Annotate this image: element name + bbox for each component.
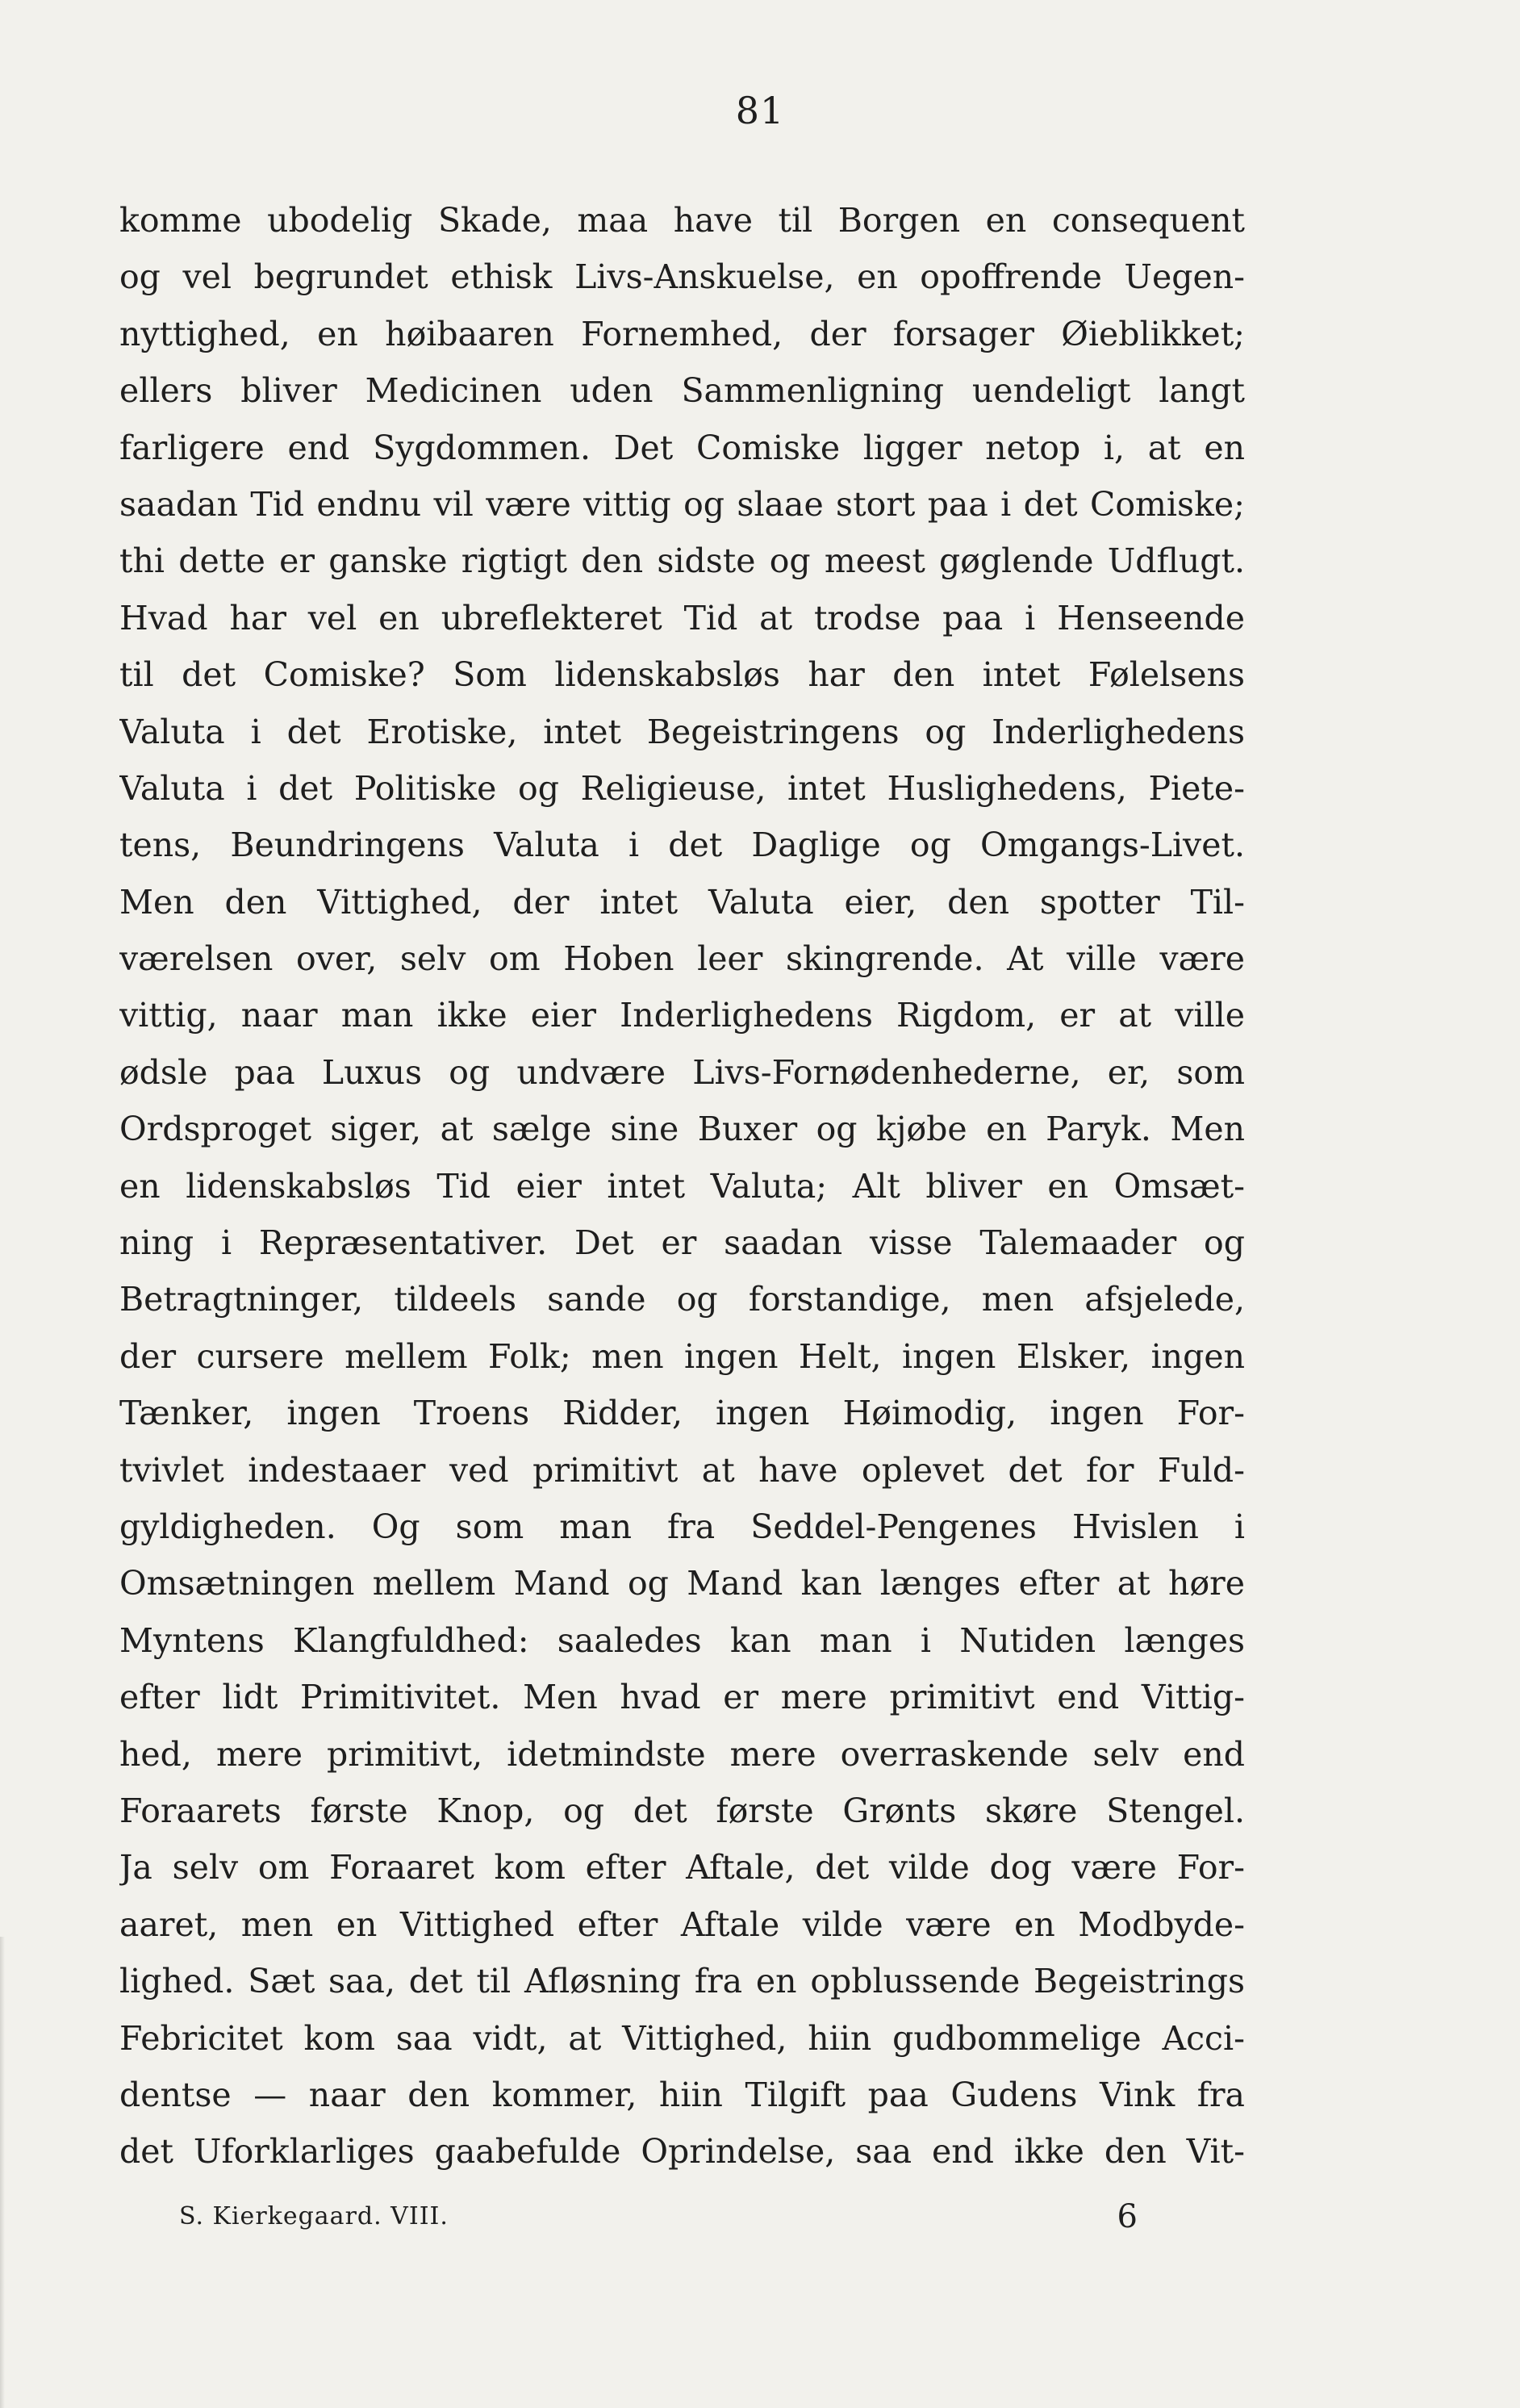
text-line: Valuta i det Politiske og Religieuse, intet Huslighedens, Piete- (119, 768, 1245, 808)
text-line: nyttighed, en høibaaren Fornemhed, der forsager Øieblikket; (119, 314, 1245, 353)
text-line: Febricitet kom saa vidt, at Vittighed, hiin gudbommelige Acci- (119, 2018, 1245, 2058)
text-line: Hvad har vel en ubreflekteret Tid at trodse paa i Henseende (119, 598, 1245, 638)
text-line: aaret, men en Vittighed efter Aftale vilde være en Modbyde- (119, 1904, 1245, 1944)
sheet-number: 6 (1117, 2198, 1138, 2235)
text-line: der cursere mellem Folk; men ingen Helt, ingen Elsker, ingen (119, 1336, 1245, 1376)
text-line: værelsen over, selv om Hoben leer skingrende. At ville være (119, 939, 1245, 979)
text-line: ellers bliver Medicinen uden Sammenligning uendeligt langt (119, 371, 1245, 411)
text-line: gyldigheden. Og som man fra Seddel-Pengenes Hvislen i (119, 1507, 1245, 1546)
text-line: Myntens Klangfuldhed: saaledes kan man i Nutiden længes (119, 1620, 1245, 1660)
text-line: Betragtninger, tildeels sande og forstandige, men afsjelede, (119, 1280, 1245, 1319)
text-line: tvivlet indestaaer ved primitivt at have oplevet det for Fuld- (119, 1450, 1245, 1490)
text-line: og vel begrundet ethisk Livs-Anskuelse, en opoffrende Uegen- (119, 257, 1245, 297)
text-line: Ordsproget siger, at sælge sine Buxer og kjøbe en Paryk. Men (119, 1110, 1245, 1149)
text-line: Valuta i det Erotiske, intet Begeistringens og Inderlighedens (119, 712, 1245, 751)
page-number: 81 (735, 89, 785, 132)
page-edge-shadow (0, 1937, 5, 2408)
text-line: Omsætningen mellem Mand og Mand kan længes efter at høre (119, 1564, 1245, 1603)
text-line: det Uforklarliges gaabefulde Oprindelse, saa end ikke den Vit- (119, 2132, 1245, 2172)
text-line: Ja selv om Foraaret kom efter Aftale, det vilde dog være For- (119, 1848, 1245, 1888)
text-line: Men den Vittighed, der intet Valuta eier, den spotter Til- (119, 882, 1245, 922)
text-line: til det Comiske? Som lidenskabsløs har den intet Følelsens (119, 655, 1245, 695)
body-text (119, 192, 1245, 2180)
text-line: hed, mere primitivt, idetmindste mere overraskende selv end (119, 1734, 1245, 1774)
text-line: thi dette er ganske rigtigt den sidste og meest gøglende Udflugt. (119, 541, 1245, 581)
text-line: saadan Tid endnu vil være vittig og slaae stort paa i det Comiske; (119, 484, 1245, 524)
text-line: Tænker, ingen Troens Ridder, ingen Høimodig, ingen For- (119, 1394, 1245, 1433)
text-line: ning i Repræsentativer. Det er saadan visse Talemaader og (119, 1223, 1245, 1263)
text-line: lighed. Sæt saa, det til Afløsning fra en opblussende Begeistrings (119, 1962, 1245, 2001)
text-line: vittig, naar man ikke eier Inderlighedens Rigdom, er at ville (119, 996, 1245, 1035)
text-line: dentse — naar den kommer, hiin Tilgift paa Gudens Vink fra (119, 2075, 1245, 2114)
text-line: en lidenskabsløs Tid eier intet Valuta; Alt bliver en Omsæt- (119, 1166, 1245, 1206)
text-line: farligere end Sygdommen. Det Comiske ligger netop i, at en (119, 428, 1245, 467)
page-footer (179, 2197, 1138, 2237)
text-line: tens, Beundringens Valuta i det Daglige og Omgangs-Livet. (119, 826, 1245, 865)
text-line: Foraarets første Knop, og det første Grønts skøre Stengel. (119, 1791, 1245, 1830)
signature-mark: S. Kierkegaard. VIII. (179, 2202, 449, 2230)
text-line: ødsle paa Luxus og undvære Livs-Fornødenhederne, er, som (119, 1052, 1245, 1092)
text-line: komme ubodelig Skade, maa have til Borgen en consequent (119, 201, 1245, 240)
text-line: efter lidt Primitivitet. Men hvad er mere primitivt end Vittig- (119, 1678, 1245, 1717)
